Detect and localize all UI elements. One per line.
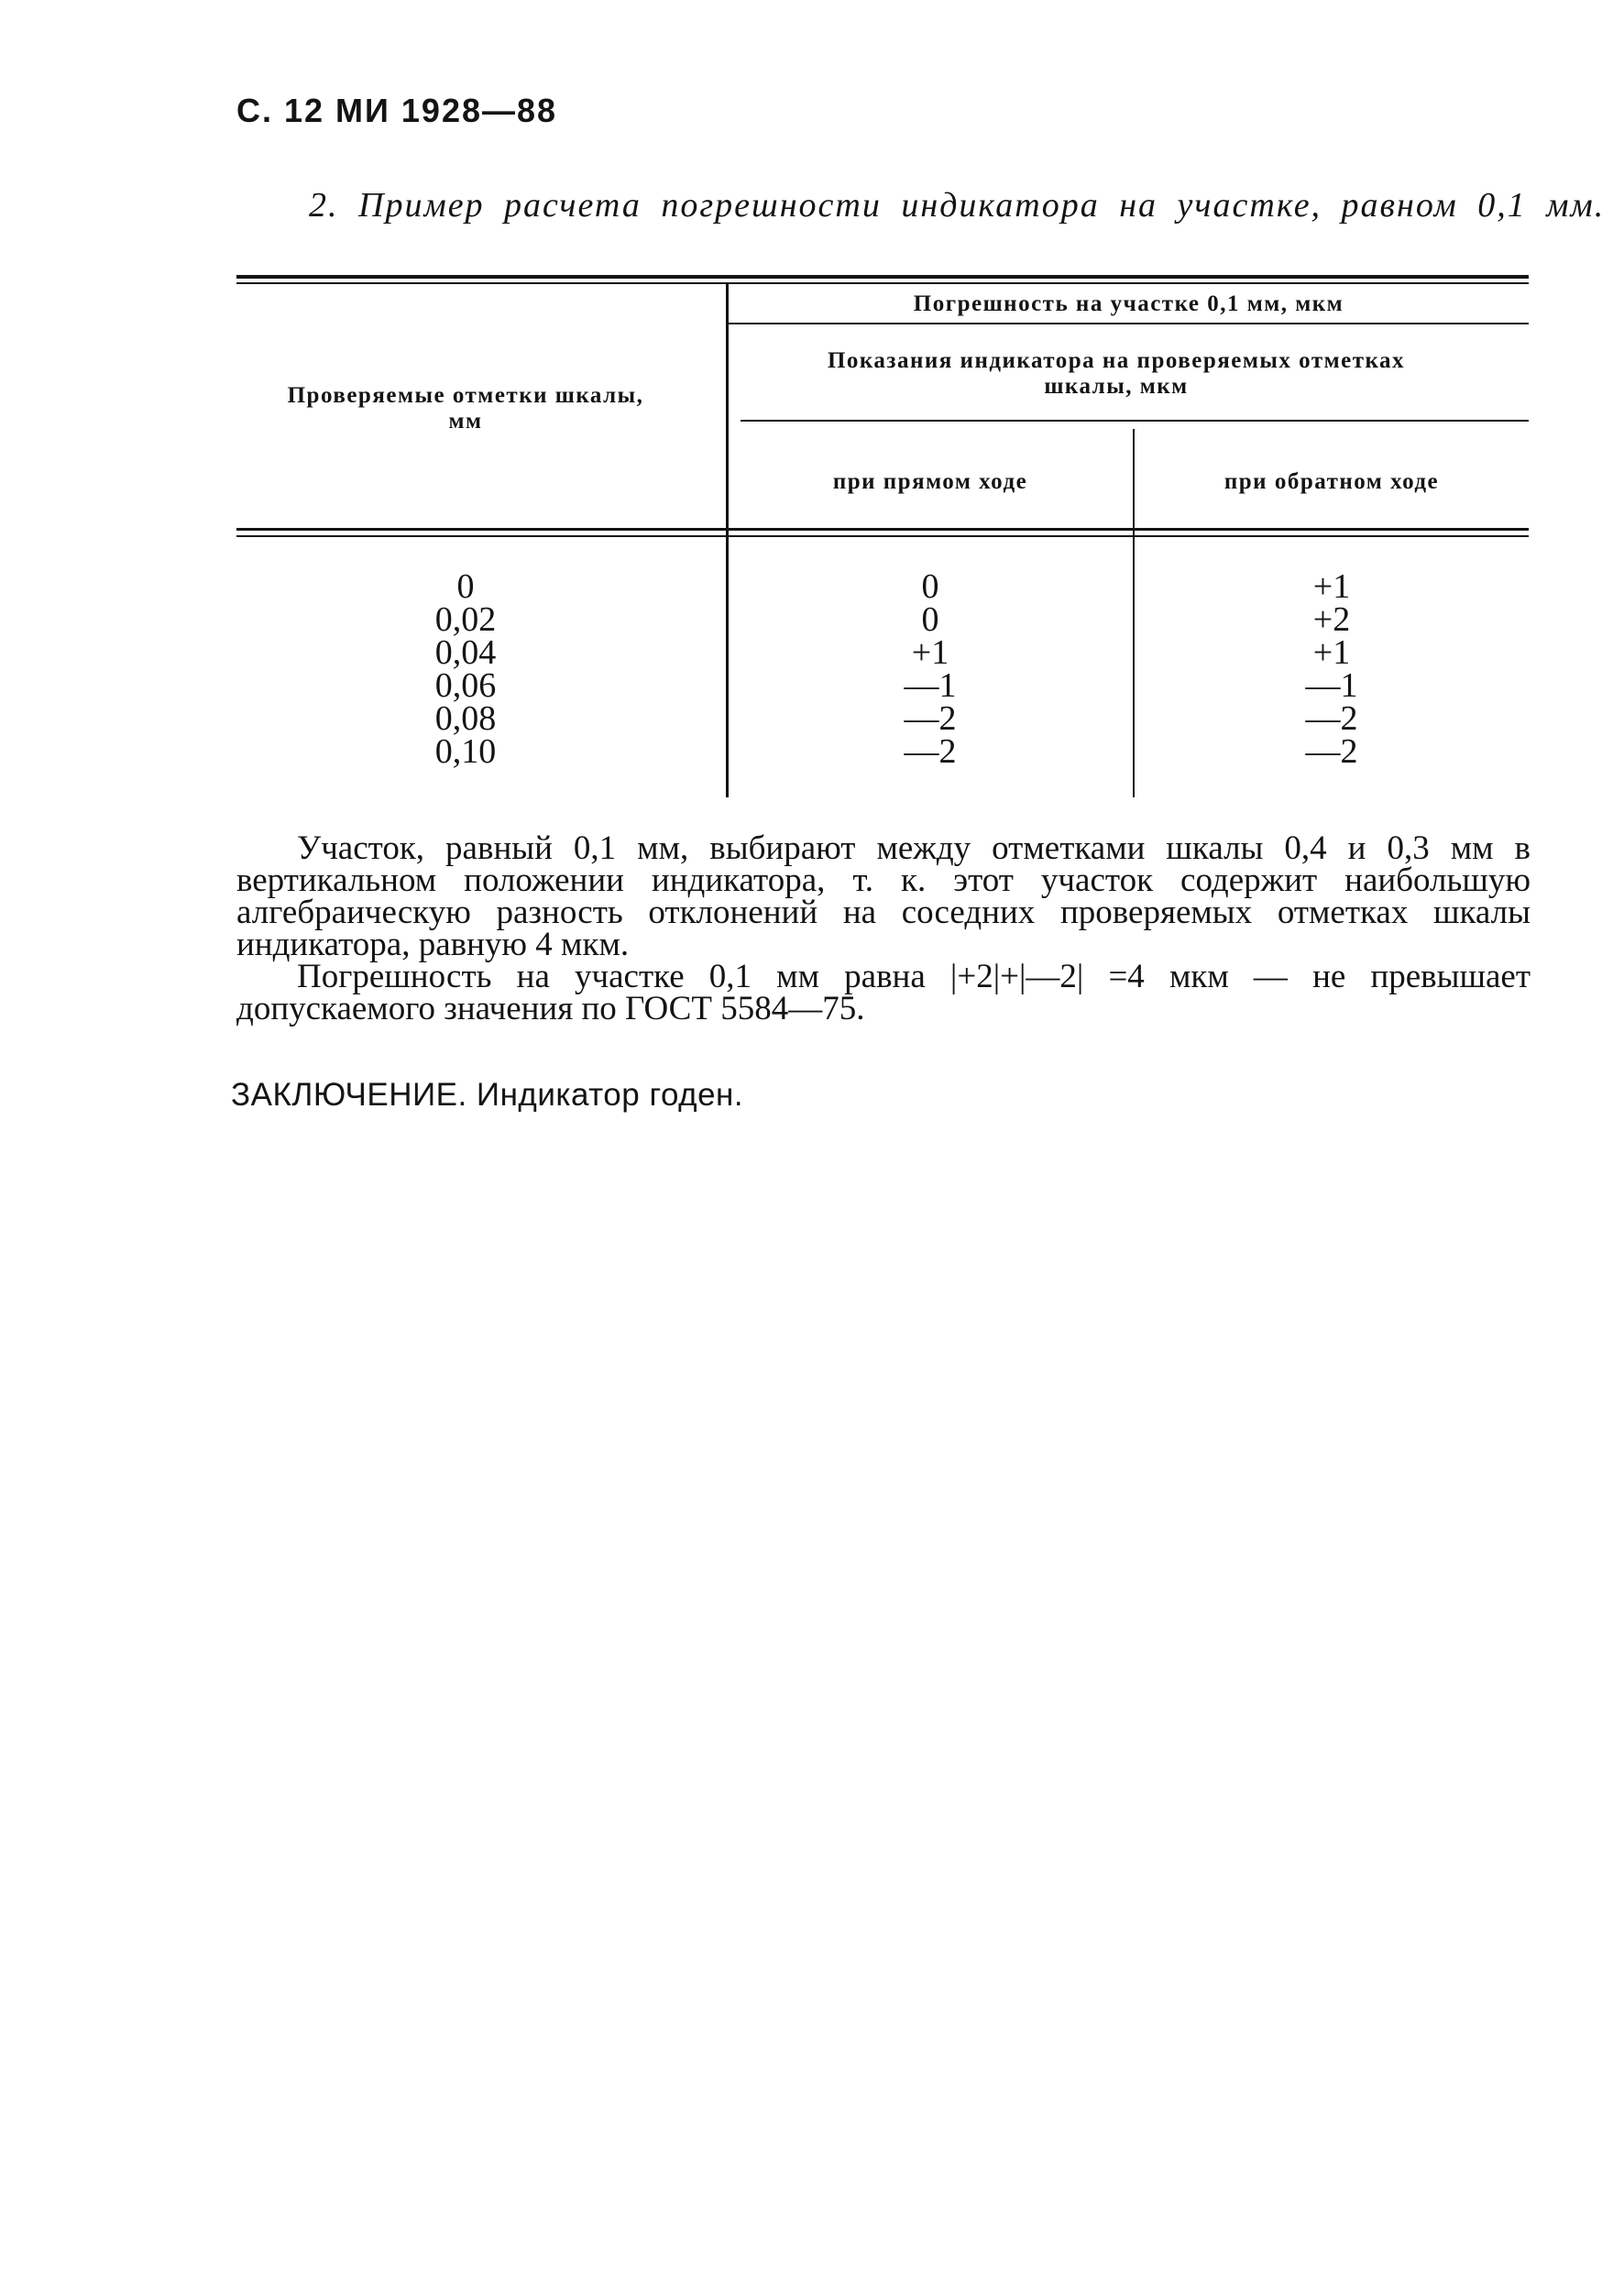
- table-cell: +2: [1312, 600, 1351, 639]
- page-header: С. 12 МИ 1928—88: [236, 92, 558, 129]
- subgroup-header-rule: [741, 420, 1529, 422]
- table-cell: —1: [1305, 666, 1358, 705]
- reverse-column: [1240, 567, 1423, 771]
- table-cell: 0,06: [434, 666, 497, 705]
- table-cell: —2: [1305, 732, 1358, 771]
- table-cell: 0,10: [434, 732, 497, 771]
- table-cell: 0,04: [434, 633, 497, 672]
- table-cell: —2: [904, 699, 957, 738]
- marks-column: [374, 567, 557, 771]
- header-bottom-rule: [236, 528, 1529, 531]
- section-title: 2. Пример расчета погрешности индикатора на участке, равном 0,1 мм.: [309, 186, 1606, 225]
- reverse-stroke-header: при обратном ходе: [1223, 469, 1440, 494]
- table-top-rule: [236, 275, 1529, 279]
- header-bottom-rule-thin: [236, 535, 1529, 537]
- forward-stroke-header: при прямом ходе: [832, 469, 1028, 494]
- table-cell: 0: [921, 567, 939, 606]
- body-text: [236, 829, 1531, 1027]
- subgroup-header: Показания индикатора на проверяемых отметках шкалы, мкм: [827, 348, 1406, 399]
- table-cell: 0,08: [434, 699, 497, 738]
- table-cell: 0,02: [434, 600, 497, 639]
- col-marks-header: Проверяемые отметки шкалы, мм: [287, 383, 644, 434]
- paragraph-section-selection: Участок, равный 0,1 мм, выбирают между отметками шкалы 0,4 и 0,3 мм в вертикальном положении индикатора, т. к. этот участок содержит наибольшую алгебраическую разность отклонений на соседних проверяемых отметках шкалы индикатора, равную 4 мкм.: [236, 829, 1531, 963]
- table-cell: —2: [904, 732, 957, 771]
- table-cell: +1: [911, 633, 949, 672]
- table-cell: —1: [904, 666, 957, 705]
- table-cell: +1: [1312, 633, 1351, 672]
- group-header-rule: [729, 323, 1529, 324]
- table-top-rule-thin: [236, 282, 1529, 284]
- table-cell: —2: [1305, 699, 1358, 738]
- table-cell: 0: [921, 600, 939, 639]
- table-cell: 0: [456, 567, 475, 606]
- error-table: [236, 275, 1529, 797]
- table-column-divider: [726, 284, 729, 797]
- forward-column: [839, 567, 1022, 771]
- conclusion: ЗАКЛЮЧЕНИЕ. Индикатор годен.: [231, 1077, 744, 1113]
- paragraph-error-calculation: Погрешность на участке 0,1 мм равна |+2|+|—2| =4 мкм — не превышает допускаемого значения по ГОСТ 5584—75.: [236, 958, 1531, 1027]
- table-cell: +1: [1312, 567, 1351, 606]
- group-header: Погрешность на участке 0,1 мм, мкм: [913, 291, 1344, 316]
